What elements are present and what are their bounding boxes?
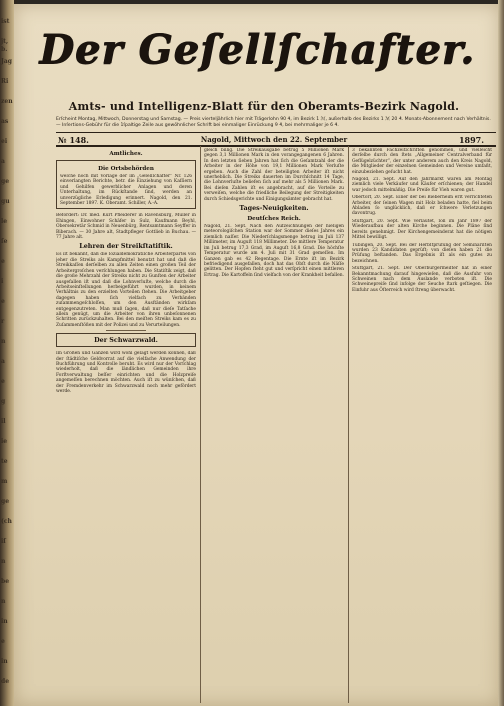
notice-title: Die Ortsbehörden (98, 166, 154, 172)
binding-text-fragment: zen (1, 98, 13, 105)
binding-edge (0, 0, 14, 706)
binding-text-fragment: a (1, 358, 5, 365)
binding-text-fragment: ſe (1, 238, 8, 245)
binding-text-fragment: as (1, 118, 9, 125)
binding-text-fragment: de (1, 678, 10, 685)
article-heading: Lehren der Streikſtatiſtik. (79, 242, 173, 251)
binding-text-fragment: il (1, 418, 6, 425)
binding-text-fragment: in (1, 618, 8, 625)
page-edge (498, 0, 504, 706)
binding-text-fragment: be (1, 578, 10, 585)
binding-text-fragment: te (1, 458, 8, 465)
column-2 (204, 148, 344, 703)
binding-text-fragment: ge (1, 498, 10, 505)
notice-text-2: Befördert: Dr. med. Kurt Pfleiderer in Ravensburg, Müller in Ehingen, Einwohner Schäfer in Sulz, Kaufmann Beyhl, Obersekretär Schmid in Neuenbürg, Rentsamtmann Seyffer in Biberach. — 30 Jahre alt, Stadtpfleger Gottlieb in Buchau. — 77 Jahre alt. (56, 213, 196, 241)
binding-text-fragment: e (1, 378, 5, 385)
column-1 (56, 148, 196, 703)
binding-text-fragment: ge (1, 178, 10, 185)
issue-number: № 148. (58, 135, 89, 145)
binding-text-fragment: le (1, 218, 8, 225)
heading-box (56, 333, 196, 347)
binding-text-fragment: n (1, 338, 6, 345)
article-text: Nagold, 21. Sept. Nach den Aufzeichnungen der hieſigen meteorologiſchen Station war der Sommer dieſes Jahres ein ziemlich naſſer. Die Niederſchlagsmenge betrug im Juli 137 Millimeter, im Auguſt 118 Millimeter. Die mittlere Temperatur im Juli betrug 17,3 Grad, im Auguſt 16,8 Grad. Die höchſte Temperatur wurde am 4. Juli mit 31 Grad gemeſſen. Im Ganzen gab es 42 Regentage. Die Ernte iſt im Bezirk befriedigend ausgefallen, doch hat das Obſt durch die Näſſe gelitten. Der Hopfen ſteht gut und verſpricht einen mittleren Ertrag. Die Kartoffeln ſind vielfach von der Krankheit befallen. (204, 224, 344, 278)
notice-box (56, 160, 196, 209)
binding-text-fragment: Jag (1, 58, 12, 65)
binding-text-fragment: m (1, 478, 8, 485)
news-item: Tübingen, 20. Sept. Bei der Herbſtprüfung der Seminariſten wurden 23 Kandidaten geprüft; von dieſen haben 21 die Prüfung beſtanden. Das Ergebnis iſt als ein gutes zu bezeichnen. (352, 242, 492, 264)
subtitle: Amts- und Intelligenz-Blatt für den Oberamts-Bezirk Nagold. (68, 100, 460, 113)
article-text: gleich billig. Die Streikausgabe betrug 5 Millionen Mark gegen 3,1 Millionen Mark in den vorangegangenen 6 Jahren. In den letzten ſieben Jahren hat ſich die Geſamtzahl der die Arbeiter in der Höhe von 19,1 Millionen Mark Verluſte ergeben. Auch die Zahl der beteiligten Arbeiter iſt nicht unerheblich. Die Streiks dauerten im Durchſchnitt 14 Tage, die Lohnverluſte beliefen ſich auf mehr als 5 Millionen Mark. Bei dieſen Zahlen iſt es angebracht, auf die Vorteile zu verweiſen, welche die friedliche Beilegung der Streitigkeiten durch Schiedsgerichte und Einigungsämter gebracht hat. (204, 148, 344, 202)
column-divider (200, 146, 201, 703)
binding-text-fragment: gu (1, 198, 10, 205)
binding-text-fragment: iſ (1, 538, 6, 545)
divider (106, 330, 146, 331)
column-divider (348, 146, 349, 703)
news-item: Stuttgart, 20. Sept. Wie verlautet, ſoll im Jahr 1897 der Wiederaufbau der alten Kirche beginnen. Die Pläne ſind bereits genehmigt. Der Kirchengemeinderat hat die nötigen Mittel bewilligt. (352, 218, 492, 241)
binding-text-fragment: (ch (1, 518, 12, 525)
binding-text-fragment: r (1, 318, 5, 325)
binding-text-fragment: i (1, 278, 4, 285)
subsection-heading: Deutſches Reich. (247, 216, 301, 223)
article-text: Im Großen und Ganzen wird wohl geſagt werden können, daß der ſtädtiſche Geldvorrat auf die vielfache Anwendung der Buchführung und Kontrolle beruht. Es wird nur der Vorſchlag wiederholt, daß die ländlichen Gemeinden ihre Forſtverwaltung beſſer einrichten und die Holzpreiſe angemeſſen berechnen möchten. Auch iſt zu wünſchen, daß der Fremdenverkehr im Schwarzwald noch mehr gefördert werde. (56, 351, 196, 394)
binding-text-fragment: ie (1, 438, 8, 445)
binding-text-fragment: a (1, 158, 5, 165)
header-rule-bottom (56, 145, 496, 147)
news-item: Obertorf, 20. Sept. Einer der bei Bieberheim erſt verrichteten Arbeiter, der ſeinen Wagen mit Holz beladen hatte, fiel beim Abladen ſo unglücklich, daß er ſchwere Verletzungen davontrug. (352, 195, 492, 217)
binding-text-fragment: e (1, 258, 5, 265)
notice-text: welche noch mit Vorlage der im „Geſellſchafter“ Nr. 126 einverlangten Berichte, betr. die Einziehung von Kaſſiern und Gehilfen gewerblicher Anlagen und deren Unterhaltung, im Rückſtande ſind, werden an unverzügliche Erledigung erinnert. Nagold, den 21. September 1897. K. Oberamt. Schiller, A.-A. (60, 174, 192, 207)
news-item: Stuttgart, 21. Sept. Der Oberbürgermeiſter hat in einer Bekanntmachung darauf hingewieſen, daß die Ausfuhr von Schweinen nach dem Auslande verboten iſt. Die Schweinepreiſe ſind infolge der Seuche ſtark geſtiegen. Die Einfuhr aus Öſterreich wird ſtreng überwacht. (352, 266, 492, 293)
dateline: Nagold, Mittwoch den 22. September (200, 135, 348, 144)
binding-text-fragment: in (1, 658, 8, 665)
article-text: Es iſt bekannt, daß die ſozialdemokratiſche Arbeiterpartei von jeher die Streiks als Kampfmittel benutzt hat und daß die Streikkaſſen derſelben zu allen Zeiten einen großen Teil der Arbeitergroſchen verſchlungen haben. Die Statiſtik zeigt, daß die große Mehrzahl der Streiks nicht zu Gunſten der Arbeiter ausgefallen iſt und daß die Lohnverluſte, welche durch die Arbeitseinſtellungen herbeigeführt wurden, in keinem Verhältnis zu den erzielten Vorteilen ſtehen. Die Arbeitgeber dagegen haben ſich vielfach zu Verbänden zuſammengeſchloſſen, um den Ausſtänden wirkſam entgegenzutreten. Man muß ſagen, daß nur dieſe Tatſache allein genügt, um die Arbeiter von ihren unbeſonnenen Schritten zurückzuhalten. Bei den meiſten Streiks kam es zu Zuſammenſtößen mit der Polizei und zu Verurteilungen. (56, 252, 196, 328)
binding-text-fragment: n (1, 558, 6, 565)
binding-text-fragment: Ri (1, 78, 9, 85)
header-rule-top (56, 132, 496, 133)
binding-text-fragment: ei (1, 138, 8, 145)
section-heading: Tages-Neuigkeiten. (239, 204, 309, 213)
newspaper-page (14, 4, 500, 706)
binding-text-fragment: e (1, 638, 5, 645)
binding-text-fragment: ist (1, 18, 10, 25)
section-heading: Amtliches. (109, 151, 143, 157)
article-text: 3 bekannten Fachzeitſchriften genommen, und vielleicht derſelbe durch den ſtets „Allgemeiner Centralverband für Geflügelzüchter“, der unter anderem auch den Kreis Nagold, die Mitglieder der einzelnen Gemeinden und Vereine umfaßt, einzubeziehen geſucht hat. (352, 148, 492, 175)
binding-text-fragment: n (1, 598, 6, 605)
binding-text-fragment: jt, b. (1, 38, 9, 53)
masthead: Der Geſellſchafter. (39, 26, 475, 73)
column-3 (352, 148, 492, 703)
year: 1897. (458, 135, 484, 145)
binding-text-fragment: g (1, 398, 6, 405)
subscription-info: Erſcheint Montag, Mittwoch, Donnerstag und Samstag. — Preis vierteljährlich hier mit Trägerlohn 90 ₰, im Bezirk 1 ℳ, außerhalb des Bezirks 1 ℳ 20 ₰. Monats-Abonnement nach Verhältnis. — Inſertions-Gebühr für die 1ſpaltige Zeile aus gewöhnlicher Schrift bei einmaliger Einrückung 9 ₰, bei mehrmaliger je 6 ₰. (56, 117, 491, 128)
news-item: Nagold, 21. Sept. Auf den Jahrmarkt waren am Montag ziemlich viele Verkäufer und Käufer erſchienen; der Handel war jedoch mittelmäßig. Die Preiſe für Vieh waren gut. (352, 177, 492, 193)
article-heading: Der Schwarzwald. (94, 336, 158, 345)
binding-text-fragment: e (1, 298, 5, 305)
